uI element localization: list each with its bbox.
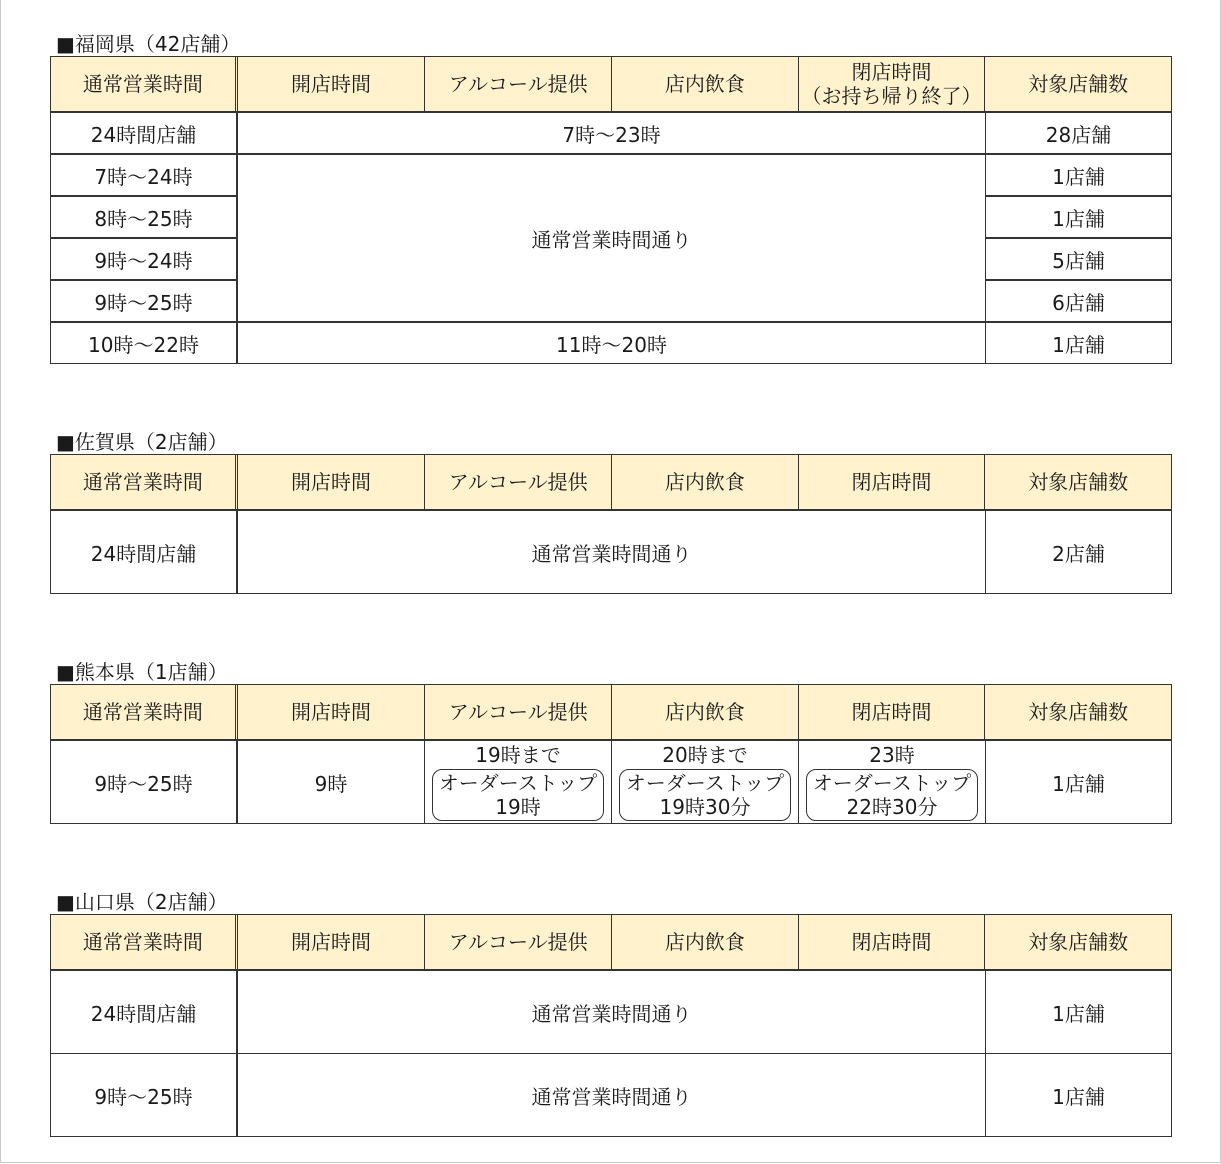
fukuoka-row5-count: 6店舗	[985, 280, 1172, 322]
fukuoka-row6-merged: 11時～20時	[237, 322, 986, 364]
fukuoka-row1-count: 28店舗	[985, 112, 1172, 154]
fukuoka-header-row	[50, 56, 1172, 114]
fukuoka-row4-hours: 9時～24時	[50, 238, 237, 280]
dine-order-stop-label: オーダーストップ	[625, 771, 785, 795]
close-order-stop-bracket	[806, 769, 978, 821]
kumamoto-hours: 9時～25時	[50, 740, 237, 824]
header-normal-hours: 通常営業時間	[51, 455, 238, 509]
yamaguchi-row2-count: 1店舗	[985, 1053, 1172, 1137]
header-close-time: 閉店時間	[798, 455, 985, 509]
header-store-count: 対象店舗数	[984, 685, 1171, 739]
fukuoka-row2-count: 1店舗	[985, 154, 1172, 196]
alcohol-order-stop-label: オーダーストップ	[438, 771, 598, 795]
yamaguchi-row2-merged: 通常営業時間通り	[237, 1053, 986, 1137]
fukuoka-row4-count: 5店舗	[985, 238, 1172, 280]
header-normal-hours: 通常営業時間	[51, 915, 238, 969]
close-order-stop-label: オーダーストップ	[812, 771, 972, 795]
close-time: 23時	[869, 743, 915, 767]
header-close-time-label: 閉店時間	[851, 60, 932, 84]
fukuoka-row3-hours: 8時～25時	[50, 196, 237, 238]
yamaguchi-row2-hours: 9時～25時	[50, 1053, 237, 1137]
header-store-count: 対象店舗数	[984, 57, 1171, 111]
alcohol-order-stop-time: 19時	[495, 795, 541, 819]
header-normal-hours: 通常営業時間	[51, 685, 238, 739]
alcohol-order-stop-bracket	[432, 769, 604, 821]
fukuoka-row1-hours: 24時間店舗	[50, 112, 237, 154]
yamaguchi-row1-hours: 24時間店舗	[50, 970, 237, 1054]
header-alcohol: アルコール提供	[424, 685, 611, 739]
header-takeout-end-label: （お持ち帰り終了）	[801, 84, 982, 108]
header-store-count: 対象店舗数	[984, 455, 1171, 509]
header-alcohol: アルコール提供	[424, 915, 611, 969]
kumamoto-close	[798, 740, 986, 824]
header-normal-hours: 通常営業時間	[51, 57, 238, 111]
header-close-time	[798, 57, 985, 111]
yamaguchi-row1-count: 1店舗	[985, 970, 1172, 1054]
fukuoka-row1-merged: 7時～23時	[237, 112, 986, 154]
header-open-time: 開店時間	[291, 72, 371, 96]
saga-row1-merged: 通常営業時間通り	[237, 510, 986, 594]
fukuoka-row5-hours: 9時～25時	[50, 280, 237, 322]
kumamoto-count: 1店舗	[985, 740, 1172, 824]
header-store-count: 対象店舗数	[984, 915, 1171, 969]
fukuoka-row6-count: 1店舗	[985, 322, 1172, 364]
header-open-time: 開店時間	[291, 470, 371, 494]
header-alcohol: アルコール提供	[424, 455, 611, 509]
saga-header-row	[50, 454, 1172, 512]
header-dine-in: 店内飲食	[611, 915, 798, 969]
fukuoka-row6-hours: 10時～22時	[50, 322, 237, 364]
kumamoto-alcohol	[424, 740, 612, 824]
header-dine-in: 店内飲食	[611, 455, 798, 509]
header-dine-in: 店内飲食	[611, 57, 798, 111]
yamaguchi-title: ■山口県（2店舗）	[56, 890, 228, 914]
kumamoto-header-row	[50, 684, 1172, 742]
dine-until: 20時まで	[662, 743, 748, 767]
kumamoto-open: 9時	[237, 740, 425, 824]
fukuoka-title: ■福岡県（42店舗）	[56, 32, 241, 56]
header-dine-in: 店内飲食	[611, 685, 798, 739]
fukuoka-row3-count: 1店舗	[985, 196, 1172, 238]
alcohol-until: 19時まで	[475, 743, 561, 767]
header-close-time: 閉店時間	[798, 685, 985, 739]
fukuoka-row2-hours: 7時～24時	[50, 154, 237, 196]
header-open-time: 開店時間	[291, 700, 371, 724]
header-open-time: 開店時間	[291, 930, 371, 954]
close-order-stop-time: 22時30分	[846, 795, 938, 819]
yamaguchi-header-row	[50, 914, 1172, 972]
header-close-time: 閉店時間	[798, 915, 985, 969]
saga-row1-count: 2店舗	[985, 510, 1172, 594]
saga-title: ■佐賀県（2店舗）	[56, 430, 228, 454]
header-alcohol: アルコール提供	[424, 57, 611, 111]
kumamoto-title: ■熊本県（1店舗）	[56, 660, 228, 684]
dine-order-stop-time: 19時30分	[659, 795, 751, 819]
kumamoto-dine-in	[611, 740, 799, 824]
saga-row1-hours: 24時間店舗	[50, 510, 237, 594]
fukuoka-merged-middle: 通常営業時間通り	[237, 154, 986, 322]
dine-order-stop-bracket	[619, 769, 791, 821]
yamaguchi-row1-merged: 通常営業時間通り	[237, 970, 986, 1054]
